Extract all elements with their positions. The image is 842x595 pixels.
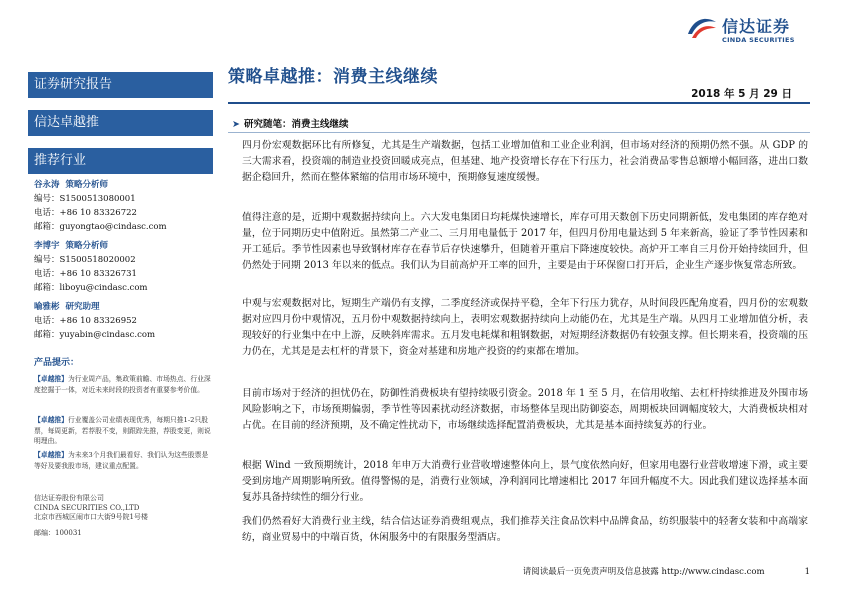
logo-english-text: CINDA SECURITIES — [722, 36, 795, 44]
page-header — [0, 0, 842, 58]
body-paragraph: 目前市场对于经济的担忧仍在，防御性消费板块有望持续吸引资金。2018 年 1 至 5 月，在信用收缩、去杠杆持续推进及外围市场风险影响之下，市场预期偏弱，季节性等因素扰动经济数据，市场整体呈现出防御姿态，周期板块回调幅度较大，大消费板块相对占优。在目前的经济预期，及不确定性扰动下，市场继续选择配置消费板块，尤其是基本面持续复苏的行业。 — [242, 388, 808, 431]
brand-logo — [686, 10, 836, 50]
page-footer — [523, 565, 810, 577]
analyst-card — [34, 178, 209, 234]
body-paragraph: 我们仍然看好大消费行业主线，结合信达证券消费组观点，我们推荐关注食品饮料中品牌食品，纺织服装中的轻奢女装和中高端家纺，商业贸易中的中端百货，休闲服务中的有限服务型酒店。 — [242, 516, 808, 543]
analyst-role: 策略分析师 — [65, 180, 109, 190]
analyst-id: 编号：S1500513080001 — [34, 194, 136, 204]
sidebar-band-report: 证券研究报告 — [28, 72, 213, 98]
hint-tag: 【卓越推】 — [34, 451, 68, 459]
analyst-card — [34, 239, 209, 295]
analyst-email[interactable]: 邮箱：guyongtao@cindasc.com — [34, 222, 167, 232]
body-paragraph: 四月份宏观数据环比有所修复，尤其是生产端数据，包括工业增加值和工业企业利润，但市场对经济的预期仍然不强。从 GDP 的三大需求看，投资端的制造业投资回暖成亮点，但基建、地产投资增长存在下行压力，社会消费品零售总额增小幅回落，进出口数据企稳回升，然而在整体紧缩的信用市场环境中，预期修复速度缓慢。 — [242, 140, 808, 183]
report-date: 2018 年 5 月 29 日 — [691, 88, 792, 100]
analyst-phone: 电话：+86 10 83326731 — [34, 269, 137, 279]
analyst-name: 谷永涛 — [34, 180, 60, 190]
hint-tag: 【卓越推】 — [34, 375, 68, 383]
company-address: 北京市西城区闹市口大街9号院1号楼 — [34, 513, 148, 521]
analyst-email[interactable]: 邮箱：yuyabin@cindasc.com — [34, 330, 156, 340]
title-divider — [228, 102, 810, 104]
analyst-name: 喻雅彬 — [34, 302, 60, 312]
sidebar-band-recommend: 推荐行业 — [28, 148, 213, 174]
analyst-phone: 电话：+86 10 83326952 — [34, 316, 137, 326]
section-title: 研究随笔：消费主线继续 — [243, 119, 349, 130]
footer-disclaimer[interactable]: 请阅读最后一页免责声明及信息披露 http://www.cindasc.com — [522, 567, 765, 577]
product-hints-title: 产品提示： — [34, 358, 80, 368]
logo-chinese-text: 信达证券 — [722, 17, 791, 36]
body-paragraph: 值得注意的是，近期中观数据持续向上。六大发电集团日均耗煤快速增长，库存可用天数创下历史同期新低，发电集团的库存绝对量，位于同期历史中值附近。虽然第二产业二、三月用电量低于 2017 年，但四月份用电量达到 5 年来新高，验证了季节性因素和开工延后。季节性因素也导致钢材库存在春节后存快速攀升，但随着开重启下降速度较快。高炉开工率自三月份开始持续回升，但仍然处于同期 2013 年以来的低点。我们认为目前高炉开工率的回升，主要是由于环保窗口打开后，企业生产逐步恢复常态所致。 — [242, 212, 808, 271]
product-hint — [34, 450, 212, 471]
analyst-email[interactable]: 邮箱：liboyu@cindasc.com — [34, 283, 148, 293]
company-postcode: 邮编：100031 — [34, 528, 82, 537]
product-hint — [34, 415, 212, 447]
analyst-phone: 电话：+86 10 83326722 — [34, 208, 137, 218]
sidebar-band-series: 信达卓越推 — [28, 110, 213, 136]
hint-text: 行业覆盖公司业绩表现优秀，每期只推1-2只股票，每周更新，若荐股不变，则跟踪先推，荐股变更，则说明理由。 — [34, 416, 211, 445]
body-paragraph: 中观与宏观数据对比，短期生产端仍有支撑，二季度经济或保持平稳，全年下行压力犹存，从时间段匹配角度看，四月份的宏观数据对应四月份中观情况，五月份中观数据持续向上，表明宏观数据持续向上动能仍在，尤其是生产端。从四月工业增加值分析，表现较好的行业集中在中上游，反映斜库需求。五月发电耗煤和粗钢数据，对短期经济数据仍有较强支撑。但长期来看，投资端的压力仍在，尤其是是去杠杆的背景下，资金对基建和房地产投资的约束都在增加。 — [242, 298, 808, 357]
page-title: 策略卓越推：消费主线继续 — [228, 67, 438, 87]
hint-tag: 【卓越推】 — [34, 416, 68, 424]
section-heading — [232, 116, 348, 130]
analyst-id: 编号：S1500518020002 — [34, 255, 136, 265]
analyst-name: 李博宇 — [34, 241, 60, 251]
body-paragraph: 根据 Wind 一致预期统计，2018 年申万大消费行业营收增速整体向上，景气度依然向好，但家用电器行业营收增速下滑，或主要受到房地产周期影响所致。值得警惕的是，消费行业领域，净利润同比增速相比 2017 年回升幅度不大。因此我们建议选择基本面复苏具备持续性的细分行业。 — [242, 460, 808, 503]
analyst-role: 策略分析师 — [65, 241, 109, 251]
hint-text: 为未来3个月我们最看好、我们认为这些股票是等好及要我股市场，建议重点配置。 — [34, 451, 209, 470]
analyst-card — [34, 300, 209, 342]
arrow-right-icon: ➤ — [232, 119, 240, 130]
company-name-cn: 信达证券股份有限公司 — [34, 494, 104, 502]
page-number: 1 — [804, 567, 810, 577]
company-info — [34, 494, 212, 538]
analyst-role: 研究助理 — [65, 302, 100, 312]
cinda-logo-icon — [686, 14, 718, 40]
company-name-en: CINDA SECURITIES CO.,LTD — [34, 503, 140, 512]
sidebar — [28, 58, 213, 578]
section-divider — [228, 132, 810, 133]
hint-text: 为行业周产品，集政策前瞻、市场热点、行业深度挖掘于一体，对近未来时段的投资者有重要参考价值。 — [34, 375, 211, 394]
product-hint — [34, 374, 212, 395]
